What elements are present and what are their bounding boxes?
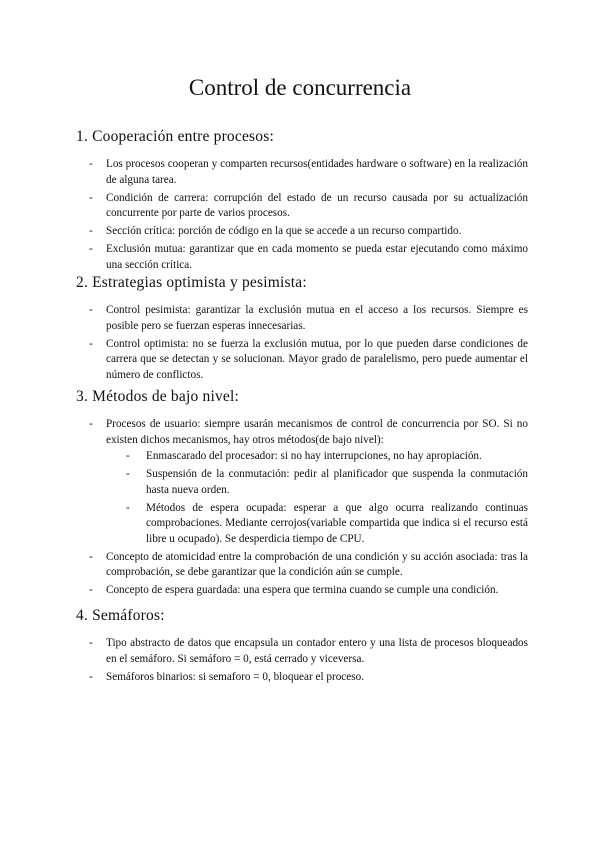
- list-item: - Sección crítica: porción de código en la que se accede a un recurso compartido.: [76, 224, 528, 240]
- list-item: - Semáforos binarios: si semaforo = 0, bloquear el proceso.: [76, 670, 528, 686]
- sub-list-item: - Enmascarado del procesador: si no hay interrupciones, no hay apropiación.: [106, 449, 528, 465]
- section-heading: 1. Cooperación entre procesos:: [76, 128, 274, 145]
- section-heading: 4. Semáforos:: [76, 607, 165, 624]
- section-cooperation: [76, 127, 528, 276]
- bullet-list: [76, 417, 528, 599]
- sub-bullet-list: [106, 449, 528, 547]
- page-title: Control de concurrencia: [188, 75, 412, 100]
- list-item: - Concepto de espera guardada: una espera que termina cuando se cumple una condición.: [76, 583, 528, 599]
- list-item: [76, 417, 528, 547]
- list-item: - Control pesimista: garantizar la exclusión mutua en el acceso a los recursos. Siempre es posible pero se fuerzan esperas innecesarias.: [76, 303, 528, 334]
- list-item: - Concepto de atomicidad entre la comprobación de una condición y su acción asociada: tras la comprobación, se debe garantizar que la condición aún se cumple.: [76, 550, 528, 581]
- sub-list-item: - Suspensión de la conmutación: pedir al planificador que suspenda la conmutación hasta nueva orden.: [106, 467, 528, 498]
- list-item-text: Procesos de usuario: siempre usarán mecanismos de control de concurrencia por SO. Si no existen dichos mecanismos, hay otros métodos(de bajo nivel):: [106, 418, 528, 446]
- bullet-list: [76, 636, 528, 685]
- list-item: - Exclusión mutua: garantizar que en cada momento se pueda estar ejecutando como máximo una sección crítica.: [76, 242, 528, 273]
- list-item: - Tipo abstracto de datos que encapsula un contador entero y una lista de procesos bloqueados en el semáforo. Si semáforo = 0, está cerrado y viceversa.: [76, 636, 528, 667]
- bullet-list: [76, 157, 528, 273]
- section-heading: 3. Métodos de bajo nivel:: [76, 388, 239, 405]
- sub-list-item: - Métodos de espera ocupada: esperar a que algo ocurra realizando continuas comprobaciones. Mediante cerrojos(variable compartida que indica si el recurso está libre u ocupado). Se desperdicia tiempo de CPU.: [106, 501, 528, 548]
- bullet-list: [76, 303, 528, 383]
- list-item: - Control optimista: no se fuerza la exclusión mutua, por lo que pueden darse condiciones de carrera que se detectan y se solucionan. Mayor grado de paralelismo, pero puede aumentar el número de conflictos.: [76, 337, 528, 384]
- section-semaphores: [76, 606, 528, 688]
- section-strategies: [76, 273, 528, 386]
- section-low-level-methods: [76, 387, 528, 601]
- section-heading: 2. Estrategias optimista y pesimista:: [76, 274, 307, 291]
- list-item: - Condición de carrera: corrupción del estado de un recurso causada por su actualización concurrente por parte de varios procesos.: [76, 191, 528, 222]
- list-item: - Los procesos cooperan y comparten recursos(entidades hardware o software) en la realización de alguna tarea.: [76, 157, 528, 188]
